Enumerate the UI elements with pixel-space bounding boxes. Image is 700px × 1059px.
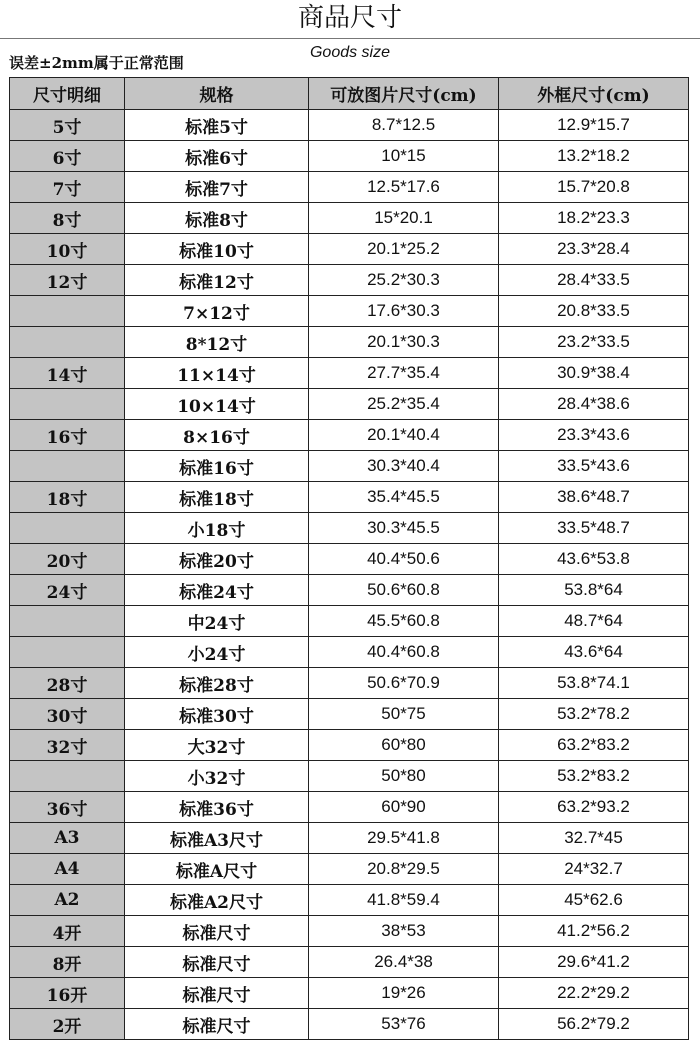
table-row xyxy=(10,296,689,327)
photo-size-cell: 45.5*60.8 xyxy=(309,606,499,637)
photo-size-cell: 35.4*45.5 xyxy=(309,482,499,513)
spec-cell: 标准12寸 xyxy=(125,265,309,296)
photo-size-cell: 50.6*70.9 xyxy=(309,668,499,699)
photo-size-cell: 12.5*17.6 xyxy=(309,172,499,203)
frame-size-cell: 28.4*38.6 xyxy=(499,389,689,420)
table-row xyxy=(10,265,689,296)
tolerance-note: 误差±2mm属于正常范围 xyxy=(9,54,184,72)
table-row xyxy=(10,544,689,575)
frame-size-cell: 33.5*43.6 xyxy=(499,451,689,482)
photo-size-cell: 60*90 xyxy=(309,792,499,823)
spec-cell: 8*12寸 xyxy=(125,327,309,358)
size-cell: A4 xyxy=(10,854,125,885)
spec-cell: 标准7寸 xyxy=(125,172,309,203)
photo-size-cell: 50*80 xyxy=(309,761,499,792)
size-cell xyxy=(10,513,125,544)
size-cell xyxy=(10,389,125,420)
photo-size-cell: 40.4*60.8 xyxy=(309,637,499,668)
photo-size-cell: 20.1*30.3 xyxy=(309,327,499,358)
spec-cell: 标准10寸 xyxy=(125,234,309,265)
spec-cell: 标准A尺寸 xyxy=(125,854,309,885)
table-row xyxy=(10,110,689,141)
table-row xyxy=(10,668,689,699)
frame-size-cell: 13.2*18.2 xyxy=(499,141,689,172)
frame-size-cell: 22.2*29.2 xyxy=(499,978,689,1009)
frame-size-cell: 20.8*33.5 xyxy=(499,296,689,327)
spec-cell: 标准24寸 xyxy=(125,575,309,606)
table-body xyxy=(10,110,689,1040)
size-cell: 36寸 xyxy=(10,792,125,823)
spec-cell: 中24寸 xyxy=(125,606,309,637)
size-cell: A2 xyxy=(10,885,125,916)
size-table xyxy=(9,77,689,1040)
frame-size-cell: 43.6*64 xyxy=(499,637,689,668)
size-cell: 28寸 xyxy=(10,668,125,699)
photo-size-cell: 50.6*60.8 xyxy=(309,575,499,606)
frame-size-cell: 28.4*33.5 xyxy=(499,265,689,296)
table-row xyxy=(10,513,689,544)
frame-size-cell: 56.2*79.2 xyxy=(499,1009,689,1040)
table-row xyxy=(10,885,689,916)
size-cell: 2开 xyxy=(10,1009,125,1040)
photo-size-cell: 38*53 xyxy=(309,916,499,947)
table-row xyxy=(10,389,689,420)
photo-size-cell: 60*80 xyxy=(309,730,499,761)
photo-size-cell: 8.7*12.5 xyxy=(309,110,499,141)
frame-size-cell: 53.8*74.1 xyxy=(499,668,689,699)
header-spec: 规格 xyxy=(125,78,309,110)
size-cell: 30寸 xyxy=(10,699,125,730)
table-row xyxy=(10,606,689,637)
size-cell: 18寸 xyxy=(10,482,125,513)
table-row xyxy=(10,699,689,730)
size-cell: A3 xyxy=(10,823,125,854)
table-row xyxy=(10,327,689,358)
table-row xyxy=(10,978,689,1009)
frame-size-cell: 18.2*23.3 xyxy=(499,203,689,234)
photo-size-cell: 27.7*35.4 xyxy=(309,358,499,389)
photo-size-cell: 29.5*41.8 xyxy=(309,823,499,854)
photo-size-cell: 40.4*50.6 xyxy=(309,544,499,575)
table-row xyxy=(10,420,689,451)
spec-cell: 标准30寸 xyxy=(125,699,309,730)
frame-size-cell: 32.7*45 xyxy=(499,823,689,854)
table-row xyxy=(10,482,689,513)
table-row xyxy=(10,854,689,885)
size-cell xyxy=(10,606,125,637)
table-row xyxy=(10,234,689,265)
size-cell: 8开 xyxy=(10,947,125,978)
title-divider xyxy=(0,38,700,39)
table-row xyxy=(10,761,689,792)
spec-cell: 标准尺寸 xyxy=(125,1009,309,1040)
size-cell xyxy=(10,637,125,668)
spec-cell: 8×16寸 xyxy=(125,420,309,451)
photo-size-cell: 19*26 xyxy=(309,978,499,1009)
spec-cell: 标准A3尺寸 xyxy=(125,823,309,854)
size-cell: 14寸 xyxy=(10,358,125,389)
size-cell: 8寸 xyxy=(10,203,125,234)
frame-size-cell: 29.6*41.2 xyxy=(499,947,689,978)
photo-size-cell: 17.6*30.3 xyxy=(309,296,499,327)
frame-size-cell: 63.2*83.2 xyxy=(499,730,689,761)
frame-size-cell: 24*32.7 xyxy=(499,854,689,885)
frame-size-cell: 45*62.6 xyxy=(499,885,689,916)
photo-size-cell: 20.8*29.5 xyxy=(309,854,499,885)
photo-size-cell: 41.8*59.4 xyxy=(309,885,499,916)
size-cell xyxy=(10,296,125,327)
frame-size-cell: 43.6*53.8 xyxy=(499,544,689,575)
photo-size-cell: 30.3*45.5 xyxy=(309,513,499,544)
frame-size-cell: 23.3*28.4 xyxy=(499,234,689,265)
spec-cell: 标准6寸 xyxy=(125,141,309,172)
photo-size-cell: 15*20.1 xyxy=(309,203,499,234)
size-cell: 24寸 xyxy=(10,575,125,606)
table-row xyxy=(10,172,689,203)
table-row xyxy=(10,823,689,854)
size-cell: 7寸 xyxy=(10,172,125,203)
table-row xyxy=(10,141,689,172)
table-row xyxy=(10,916,689,947)
frame-size-cell: 12.9*15.7 xyxy=(499,110,689,141)
header-photo-size: 可放图片尺寸(cm) xyxy=(309,78,499,110)
spec-cell: 10×14寸 xyxy=(125,389,309,420)
spec-cell: 大32寸 xyxy=(125,730,309,761)
photo-size-cell: 30.3*40.4 xyxy=(309,451,499,482)
table-row xyxy=(10,1009,689,1040)
size-cell: 32寸 xyxy=(10,730,125,761)
frame-size-cell: 63.2*93.2 xyxy=(499,792,689,823)
page-subtitle: Goods size xyxy=(309,44,391,61)
table-row xyxy=(10,358,689,389)
size-cell: 20寸 xyxy=(10,544,125,575)
photo-size-cell: 20.1*25.2 xyxy=(309,234,499,265)
header-frame-size: 外框尺寸(cm) xyxy=(499,78,689,110)
frame-size-cell: 23.2*33.5 xyxy=(499,327,689,358)
spec-cell: 标准20寸 xyxy=(125,544,309,575)
photo-size-cell: 25.2*30.3 xyxy=(309,265,499,296)
frame-size-cell: 30.9*38.4 xyxy=(499,358,689,389)
spec-cell: 标准尺寸 xyxy=(125,947,309,978)
table-row xyxy=(10,575,689,606)
frame-size-cell: 33.5*48.7 xyxy=(499,513,689,544)
spec-cell: 标准尺寸 xyxy=(125,916,309,947)
page-title: 商品尺寸 xyxy=(297,3,402,33)
header-size-detail: 尺寸明细 xyxy=(10,78,125,110)
spec-cell: 标准8寸 xyxy=(125,203,309,234)
spec-cell: 小24寸 xyxy=(125,637,309,668)
size-cell: 5寸 xyxy=(10,110,125,141)
frame-size-cell: 23.3*43.6 xyxy=(499,420,689,451)
table-row xyxy=(10,637,689,668)
size-cell xyxy=(10,761,125,792)
table-row xyxy=(10,792,689,823)
spec-cell: 小32寸 xyxy=(125,761,309,792)
table-row xyxy=(10,451,689,482)
table-row xyxy=(10,203,689,234)
photo-size-cell: 26.4*38 xyxy=(309,947,499,978)
spec-cell: 标准A2尺寸 xyxy=(125,885,309,916)
frame-size-cell: 48.7*64 xyxy=(499,606,689,637)
spec-cell: 标准18寸 xyxy=(125,482,309,513)
size-cell: 4开 xyxy=(10,916,125,947)
photo-size-cell: 20.1*40.4 xyxy=(309,420,499,451)
photo-size-cell: 25.2*35.4 xyxy=(309,389,499,420)
table-header-row xyxy=(10,78,689,110)
size-cell: 12寸 xyxy=(10,265,125,296)
size-cell: 6寸 xyxy=(10,141,125,172)
photo-size-cell: 53*76 xyxy=(309,1009,499,1040)
spec-cell: 标准尺寸 xyxy=(125,978,309,1009)
size-cell: 16开 xyxy=(10,978,125,1009)
spec-cell: 小18寸 xyxy=(125,513,309,544)
size-cell: 16寸 xyxy=(10,420,125,451)
spec-cell: 标准16寸 xyxy=(125,451,309,482)
frame-size-cell: 38.6*48.7 xyxy=(499,482,689,513)
frame-size-cell: 15.7*20.8 xyxy=(499,172,689,203)
spec-cell: 标准28寸 xyxy=(125,668,309,699)
size-cell: 10寸 xyxy=(10,234,125,265)
size-cell xyxy=(10,451,125,482)
table-row xyxy=(10,947,689,978)
frame-size-cell: 53.2*78.2 xyxy=(499,699,689,730)
spec-cell: 7×12寸 xyxy=(125,296,309,327)
frame-size-cell: 53.2*83.2 xyxy=(499,761,689,792)
table-row xyxy=(10,730,689,761)
frame-size-cell: 41.2*56.2 xyxy=(499,916,689,947)
size-cell xyxy=(10,327,125,358)
photo-size-cell: 50*75 xyxy=(309,699,499,730)
spec-cell: 11×14寸 xyxy=(125,358,309,389)
spec-cell: 标准36寸 xyxy=(125,792,309,823)
frame-size-cell: 53.8*64 xyxy=(499,575,689,606)
spec-cell: 标准5寸 xyxy=(125,110,309,141)
photo-size-cell: 10*15 xyxy=(309,141,499,172)
